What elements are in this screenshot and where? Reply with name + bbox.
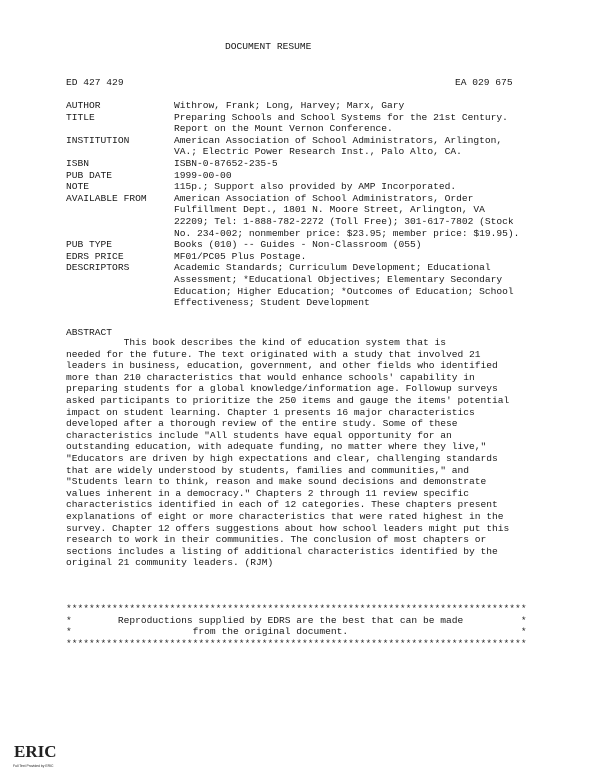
field-line: 1999-00-00	[174, 169, 232, 181]
field-line: Fulfillment Dept., 1801 N. Moore Street, Arlington, VA	[174, 204, 485, 216]
abstract-line: impact on student learning. Chapter 1 presents 16 major characteristics	[66, 406, 475, 418]
field-line: MF01/PC05 Plus Postage.	[174, 250, 307, 262]
field-value	[174, 170, 546, 182]
abstract-line: sections includes a listing of additional characteristics identified by the	[66, 545, 498, 557]
ed-number: ED 427 429	[66, 77, 124, 88]
asterisk-border-top: ********************************************************************************	[66, 603, 527, 614]
ea-number: EA 029 675	[455, 77, 513, 88]
abstract-line: preparing students for a global knowledge/information age. Followup surveys	[66, 383, 498, 395]
field-value	[174, 262, 546, 308]
field-label: ISBN	[66, 157, 90, 169]
field-value	[174, 193, 546, 239]
abstract-line: values inherent in a democracy." Chapters 2 through 11 review specific	[66, 487, 470, 499]
abstract-line: more than 210 characteristics that would enhance schools' capability in	[66, 371, 475, 383]
field-line: Academic Standards; Curriculum Development; Educational	[174, 262, 491, 274]
abstract-line: original 21 community leaders. (RJM)	[66, 557, 274, 569]
field-descriptors	[66, 262, 546, 308]
field-pub-date	[66, 170, 546, 182]
abstract-heading: ABSTRACT	[66, 327, 113, 338]
field-title	[66, 112, 546, 135]
abstract-line: outstanding education, with adequate funding, no matter where they live,"	[66, 441, 487, 453]
field-line: 22209; Tel: 1-888-782-2272 (Toll Free); 301-617-7802 (Stock	[174, 215, 514, 227]
field-line: American Association of School Administrators, Order	[174, 192, 474, 204]
field-value	[174, 100, 546, 112]
field-label: NOTE	[66, 181, 90, 193]
field-label: PUB DATE	[66, 169, 113, 181]
field-line: ISBN-0-87652-235-5	[174, 157, 278, 169]
eric-logo	[12, 740, 58, 770]
field-edrs-price	[66, 251, 546, 263]
abstract-line: needed for the future. The text originated with a study that involved 21	[66, 348, 481, 360]
field-note	[66, 181, 546, 193]
document-title: DOCUMENT RESUME	[225, 41, 312, 52]
abstract-line: "Educators are driven by high expectations and clear, challenging standards	[66, 452, 498, 464]
field-label: PUB TYPE	[66, 239, 113, 251]
reproduction-notice	[66, 603, 527, 649]
field-line: Withrow, Frank; Long, Harvey; Marx, Gary	[174, 100, 405, 111]
field-line: Books (010) -- Guides - Non-Classroom (055)	[174, 239, 422, 251]
field-value	[174, 112, 546, 135]
field-value	[174, 239, 546, 251]
field-line: American Association of School Administrators, Arlington,	[174, 134, 503, 146]
field-author	[66, 100, 546, 112]
field-label: EDRS PRICE	[66, 250, 124, 262]
field-label: AUTHOR	[66, 100, 101, 111]
abstract-line: characteristics identified in each of 12 categories. These chapters present	[66, 499, 498, 511]
field-value	[174, 135, 546, 158]
field-available-from	[66, 193, 546, 239]
abstract-line: "Students learn to think, reason and make sound decisions and demonstrate	[66, 476, 487, 488]
field-label: AVAILABLE FROM	[66, 192, 147, 204]
abstract-line: leaders in business, education, government, and other fields who identified	[66, 360, 498, 372]
asterisk-border-bottom: ********************************************************************************	[66, 637, 527, 649]
abstract-line: survey. Chapter 12 offers suggestions about how school leaders might put this	[66, 522, 510, 534]
bibliographic-fields	[66, 100, 546, 309]
abstract-line: research to work in their communities. The conclusion of most chapters or	[66, 534, 487, 546]
abstract-line: developed after a thorough review of the entire study. Some of these	[66, 418, 458, 430]
reproduction-text: * from the original document. *	[66, 626, 527, 638]
abstract-line: asked participants to prioritize the 250 items and gauge the items' potential	[66, 394, 510, 406]
field-line: Preparing Schools and School Systems for the 21st Century.	[174, 111, 508, 123]
field-line: Assessment; *Educational Objectives; Elementary Secondary	[174, 273, 503, 285]
field-line: VA.; Electric Power Research Inst., Palo Alto, CA.	[174, 146, 462, 158]
field-institution	[66, 135, 546, 158]
abstract-line: This book describes the kind of education system that is	[66, 337, 446, 348]
field-line: Effectiveness; Student Development	[174, 297, 370, 309]
abstract-line: that are widely understood by students, families and communities," and	[66, 464, 470, 476]
field-pub-type	[66, 239, 546, 251]
field-label: INSTITUTION	[66, 134, 130, 146]
field-line: 115p.; Support also provided by AMP Incorporated.	[174, 181, 457, 193]
field-value	[174, 251, 546, 263]
eric-logo-caption: Full Text Provided by ERIC	[13, 764, 54, 768]
abstract-body	[66, 337, 536, 569]
field-line: Education; Higher Education; *Outcomes of Education; School	[174, 285, 514, 297]
field-line: Report on the Mount Vernon Conference.	[174, 123, 393, 135]
reproduction-text: * Reproductions supplied by EDRS are the best that can be made *	[66, 614, 527, 626]
eric-logo-text: ERIC	[14, 742, 57, 761]
abstract-line: characteristics include "All students have equal opportunity for an	[66, 429, 452, 441]
field-line: No. 234-002; nonmember price: $23.95; member price: $19.95).	[174, 227, 520, 239]
field-value	[174, 181, 546, 193]
field-label: DESCRIPTORS	[66, 262, 130, 274]
abstract-line: explanations of eight or more characteristics that were rated highest in the	[66, 510, 504, 522]
field-value	[174, 158, 546, 170]
field-label: TITLE	[66, 111, 95, 123]
field-isbn	[66, 158, 546, 170]
